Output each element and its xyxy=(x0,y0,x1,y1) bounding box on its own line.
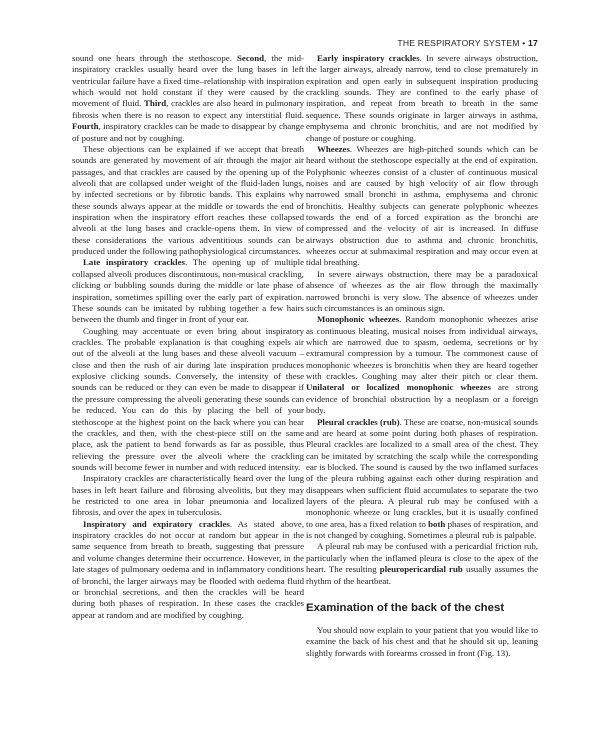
run-in-heading: Late inspiratory crackles xyxy=(83,257,185,268)
paragraph xyxy=(72,53,304,144)
run-in-heading: Inspiratory and expiratory crackles xyxy=(83,518,230,529)
paragraph xyxy=(306,144,538,269)
run-in-heading: Wheezes xyxy=(317,143,350,154)
bold-term: Fourth xyxy=(72,121,99,132)
text-run: are strong evidence of bronchial obstruction by a neoplasm or a foreign body. xyxy=(306,382,538,416)
bold-term: Unilateral or localized monophonic wheezes xyxy=(306,382,491,393)
left-column xyxy=(72,53,304,621)
bold-term: Third xyxy=(144,98,167,109)
text-run: . Wheezes are high-pitched sounds which can be heard without the stethoscope especially at the end of expiration. Polyphonic wheezes consist of a cluster of continuous musical noises and are caused by high velocity of air flow through narrowed small bronchi in asthma, emphysema and chronic bronchitis. Healthy subjects can generate polyphonic wheezes towards the end of a forced expiration as the bronchi are compressed and the velocity of air is increased. In diffuse airways obstruction due to asthma and chronic bronchitis, wheezes occur at submaximal respiration and may occur even at tidal breathing. xyxy=(306,143,538,268)
text-run: usually assumes the rhythm of the heartbeat. xyxy=(306,564,539,586)
text-run: sound one hears through the stethoscope. xyxy=(72,53,238,63)
bold-term: Second xyxy=(237,53,265,63)
text-run: A pleural rub may be confused with a pericardial friction rub, particularly when the inflamed pleura is close to the apex of the heart. The resulting xyxy=(306,541,538,575)
paragraph: These objections can be explained if we accept that breath sounds are generated by movement of air through the major air passages, and that crackles are caused by the opening up of the alveoli that are collapsed under weight of the fluid-laden lungs, by infected secretions or by fibrotic bands. This explains why these sounds always appear at the middle or towards the end of inspiration when the inspiratory effort reaches these collapsed alveoli at the lung bases and crackle-opens them. In view of these considerations the various adventitious sounds can be produced under the following pathophysiological circumstances. xyxy=(72,143,304,257)
text-run: . As stated above, inspiratory crackles do not occur at random but appear in the same sequence from breath to breath, suggesting that pressure and volume changes determine their occurrence. However, in the late stages of pulmonary oedema and in inflammatory conditions of bronchi, the larger airways may be flooded with oedema fluid or bronchial secretions, and then the crackles will be heard during both phases of respiration. In these cases the crackles appear at random and are modified by coughing. xyxy=(72,518,304,620)
bold-term: pleuropericardial rub xyxy=(379,564,463,575)
paragraph: Coughing may accentuate or even bring about inspiratory crackles. The probable explanation is that coughing expels air out of the alveoli at the lung bases and these alveoli vacuum – close and then the rush of air during late inspiration produces explosive clicking sounds. Conversely, the intensity of these sounds can be reduced or they can even be made to disappear if the pressure compressing the alveoli generating these sounds can be reduced. You can do this by placing the bell of your stethoscope at the highest point on the back where you can hear the crackles, and then, with the chest-piece still on the same place, ask the patient to bend forwards as far as possible, thus relieving the pressure over the alveoli where the crackling sounds will become fewer in number and with reduced intensity. xyxy=(72,325,304,472)
run-in-heading: Monophonic wheezes xyxy=(317,314,400,325)
text-run: phases of respiration, and is not changed by coughing. Sometimes a pleural rub is palpable. xyxy=(306,518,538,541)
text-run: , crackles are also heard in pulmonary fibrosis when there is no reason to expect any interstitial fluid. xyxy=(72,98,304,120)
paragraph xyxy=(306,417,538,542)
paragraph: You should now explain to your patient that you would like to examine the back of his chest and that he should sit up, leaning slightly forwards with forearms crossed in front (Fig. 13). xyxy=(306,624,538,658)
run-in-heading: Pleural crackles (rub) xyxy=(317,416,400,427)
running-header xyxy=(397,38,538,48)
paragraph xyxy=(306,314,538,416)
text-run: . Random monophonic wheezes arise as continuous bleating, musical noises from individual airways, which are narrowed due to spasm, oedema, secretions or by extramural compression by a tumour. The commonest cause of monophonic wheezes is bronchitis when they are heard together with crackles. Coughing may alter their pitch or clear them. xyxy=(306,314,539,382)
run-in-heading: Early inspiratory crackles xyxy=(317,53,420,63)
paragraph xyxy=(72,519,304,621)
page-number: 17 xyxy=(528,38,538,48)
paragraph xyxy=(306,53,538,144)
section-heading: Examination of the back of the chest xyxy=(306,601,505,614)
header-bullet: • xyxy=(522,38,526,48)
bold-term: both xyxy=(428,518,446,529)
text-run: , the mid-inspiratory crackles usually heard over the lung bases in left ventricular failure have a fixed time–relationship with inspiration which would not hold constant if they were caused by the movement of fluid. xyxy=(72,53,304,109)
paragraph: Inspiratory crackles are characteristically heard over the lung bases in left heart failure and fibrosing alveolitis, but they may be restricted to one area in lobar pneumonia and localized fibrosis, and over the apex in tuberculosis. xyxy=(72,473,304,518)
section-title: THE RESPIRATORY SYSTEM xyxy=(397,38,520,48)
text-run: , inspiratory crackles can be made to disappear by change of posture and not by coughing. xyxy=(72,121,304,143)
paragraph: In severe airways obstruction, there may be a paradoxical absence of wheezes as the air flow through the maximally narrowed bronchi is very slow. The absence of wheezes under such circumstances is an ominous sign. xyxy=(306,268,538,313)
text-run: . In severe airways obstruction, the larger airways, already narrow, tend to close prematurely in expiration and open early in subsequent inspiration producing crackling sounds. They are confined to the early phase of inspiration, and repeat from breath to breath in the same sequence. These sounds originate in larger airways in asthma, emphysema and chronic bronchitis, and are not modified by change of posture or coughing. xyxy=(306,53,538,143)
right-column xyxy=(306,53,538,659)
text-run: . The opening up of multiple collapsed alveoli produces discontinuous, non-musical crackling, clicking or bubbling sounds during the middle or late phase of inspiration, sometimes spilling over the early part of expiration. These sounds can be imitated by rubbing together a few hairs between the thumb and finger in front of your ear. xyxy=(72,257,304,325)
paragraph xyxy=(306,541,538,586)
paragraph xyxy=(72,257,304,325)
text-run: . These are coarse, non-musical sounds and are heard at some point during both phases of respiration. Pleural crackles are localized to a small area of the chest. They can be imitated by scratching the scalp while the corresponding ear is blocked. The sound is caused by the two inflamed surfaces of the pleura rubbing against each other during respiration and disappears when sufficient fluid accumulates to separate the two layers of the pleura. A pleural rub may be confused with a monophonic wheeze or lung crackles, but it is usually confined to one area, has a fixed relation to xyxy=(306,416,538,529)
